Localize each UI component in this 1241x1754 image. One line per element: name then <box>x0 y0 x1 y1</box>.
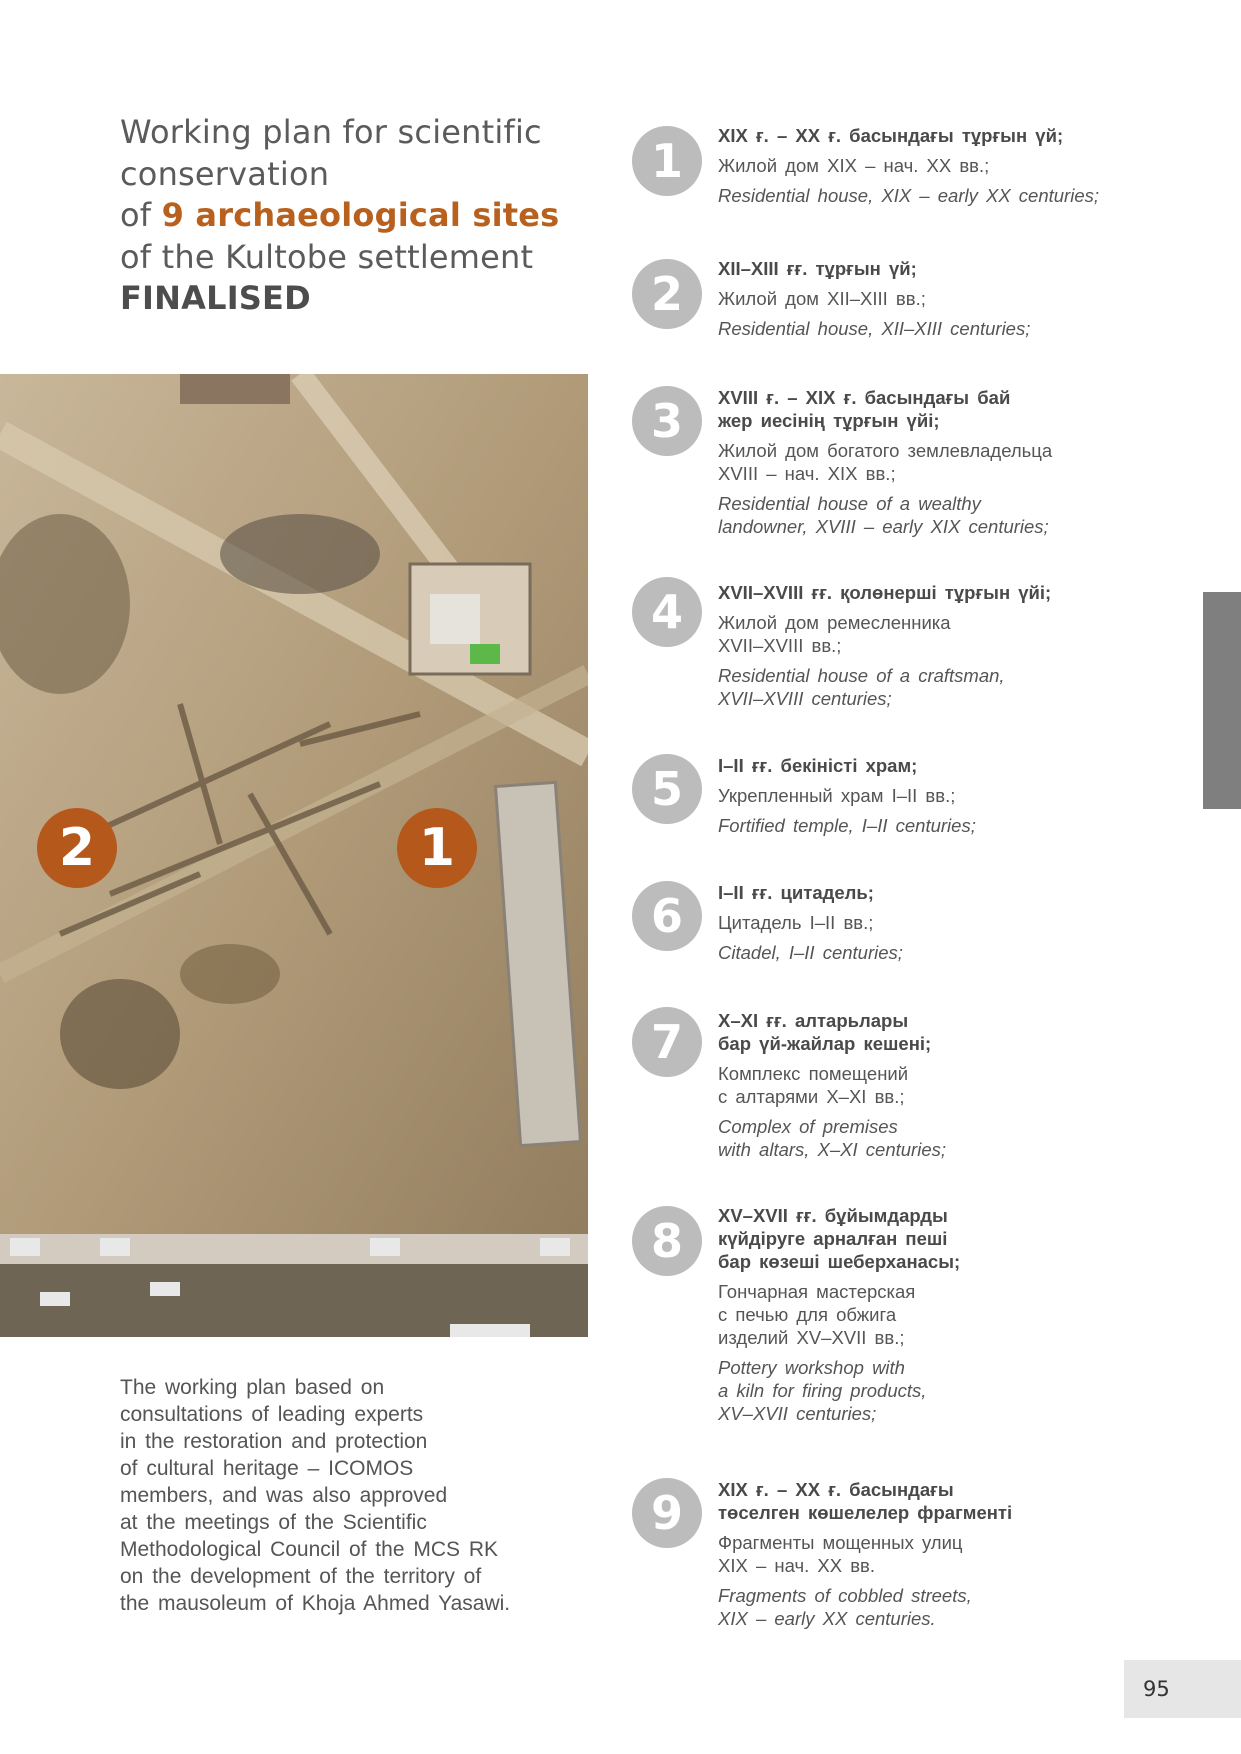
site-text <box>718 257 1178 340</box>
site-title-kz: XVII–XVIII ғғ. қолөнерші тұрғын үйі; <box>718 582 1052 603</box>
site-number-circle: 4 <box>632 577 702 647</box>
body-line: consultations of leading experts <box>120 1403 424 1426</box>
site-title-kz: XIX ғ. – XX ғ. басындағы тұрғын үй; <box>718 125 1064 146</box>
site-title-kz: XII–XIII ғғ. тұрғын үй; <box>718 258 917 279</box>
site-title-ru: Жилой дом XIX – нач. XX вв.; <box>718 155 990 176</box>
site-title-ru: Цитадель I–II вв.; <box>718 912 874 933</box>
site-title-en: Residential house of a craftsman, XVII–XVIII centuries; <box>718 665 1005 709</box>
site-number-circle: 1 <box>632 126 702 196</box>
site-title-kz: I–II ғғ. бекіністі храм; <box>718 755 918 776</box>
site-number-circle: 7 <box>632 1007 702 1077</box>
site-title-en: Residential house, XII–XIII centuries; <box>718 318 1031 339</box>
site-title-en: Fortified temple, I–II centuries; <box>718 815 976 836</box>
site-text <box>718 1478 1178 1630</box>
body-line: The working plan based on <box>120 1376 385 1399</box>
title-highlight: 9 archaeological sites <box>161 196 560 234</box>
site-title-en: Residential house of a wealthy landowner, XVIII – early XIX centuries; <box>718 493 1049 537</box>
title-line-3 <box>120 195 600 237</box>
site-title-ru: Укрепленный храм I–II вв.; <box>718 785 956 806</box>
body-line: the mausoleum of Khoja Ahmed Yasawi. <box>120 1592 511 1615</box>
site-number-circle: 9 <box>632 1478 702 1548</box>
body-line: in the restoration and protection <box>120 1430 428 1453</box>
site-title-kz: XVIII ғ. – XIX ғ. басындағы бай жер иесінің тұрғын үйі; <box>718 387 1011 431</box>
title-line-3-prefix: of <box>120 196 152 234</box>
site-title-en: Complex of premises with altars, X–XI centuries; <box>718 1116 947 1160</box>
site-title-ru: Гончарная мастерская с печью для обжига изделий XV–XVII вв.; <box>718 1281 916 1348</box>
aerial-photo <box>0 374 588 1337</box>
site-text <box>718 881 1178 964</box>
title-line-2: conservation <box>120 154 330 193</box>
body-paragraph <box>120 1374 580 1617</box>
site-title-ru: Комплекс помещений с алтарями X–XI вв.; <box>718 1063 909 1107</box>
map-marker-2: 2 <box>37 808 117 888</box>
site-title-kz: XV–XVII ғғ. бұйымдарды күйдіруге арналған пеші бар көзеші шеберханасы; <box>718 1205 961 1272</box>
site-title-en: Pottery workshop with a kiln for firing products, XV–XVII centuries; <box>718 1357 927 1424</box>
body-line: on the development of the territory of <box>120 1565 482 1588</box>
title-line-4: of the Kultobe settlement <box>120 237 534 276</box>
site-text <box>718 1204 1178 1425</box>
side-tab <box>1203 592 1241 809</box>
site-title-ru: Жилой дом богатого землевладельца XVIII – нач. XIX вв.; <box>718 440 1053 484</box>
body-line: at the meetings of the Scientific <box>120 1511 427 1534</box>
body-line: Methodological Council of the MCS RK <box>120 1538 499 1561</box>
body-line: of cultural heritage – ICOMOS <box>120 1457 414 1480</box>
page-title <box>120 112 600 320</box>
title-finalised: FINALISED <box>120 279 311 317</box>
site-text <box>718 386 1178 538</box>
page-number: 95 <box>1124 1660 1241 1718</box>
site-number-circle: 8 <box>632 1206 702 1276</box>
site-number-circle: 2 <box>632 259 702 329</box>
site-number-circle: 5 <box>632 754 702 824</box>
site-title-en: Residential house, XIX – early XX centuries; <box>718 185 1099 206</box>
body-line: members, and was also approved <box>120 1484 448 1507</box>
site-title-ru: Фрагменты мощенных улиц XIX – нач. XX вв. <box>718 1532 963 1576</box>
site-text <box>718 1009 1178 1161</box>
site-text <box>718 754 1178 837</box>
site-number-circle: 3 <box>632 386 702 456</box>
site-number-circle: 6 <box>632 881 702 951</box>
title-line-1: Working plan for scientific <box>120 113 542 151</box>
site-title-ru: Жилой дом XII–XIII вв.; <box>718 288 926 309</box>
site-title-ru: Жилой дом ремесленника XVII–XVIII вв.; <box>718 612 951 656</box>
map-marker-1: 1 <box>397 808 477 888</box>
site-title-en: Fragments of cobbled streets, XIX – early XX centuries. <box>718 1585 972 1629</box>
site-text <box>718 581 1178 710</box>
site-title-kz: XIX ғ. – XX ғ. басындағы төселген көшелелер фрагменті <box>718 1479 1013 1523</box>
site-title-en: Citadel, I–II centuries; <box>718 942 903 963</box>
site-title-kz: X–XI ғғ. алтарьлары бар үй-жайлар кешені; <box>718 1010 932 1054</box>
site-title-kz: I–II ғғ. цитадель; <box>718 882 874 903</box>
site-text <box>718 124 1178 207</box>
